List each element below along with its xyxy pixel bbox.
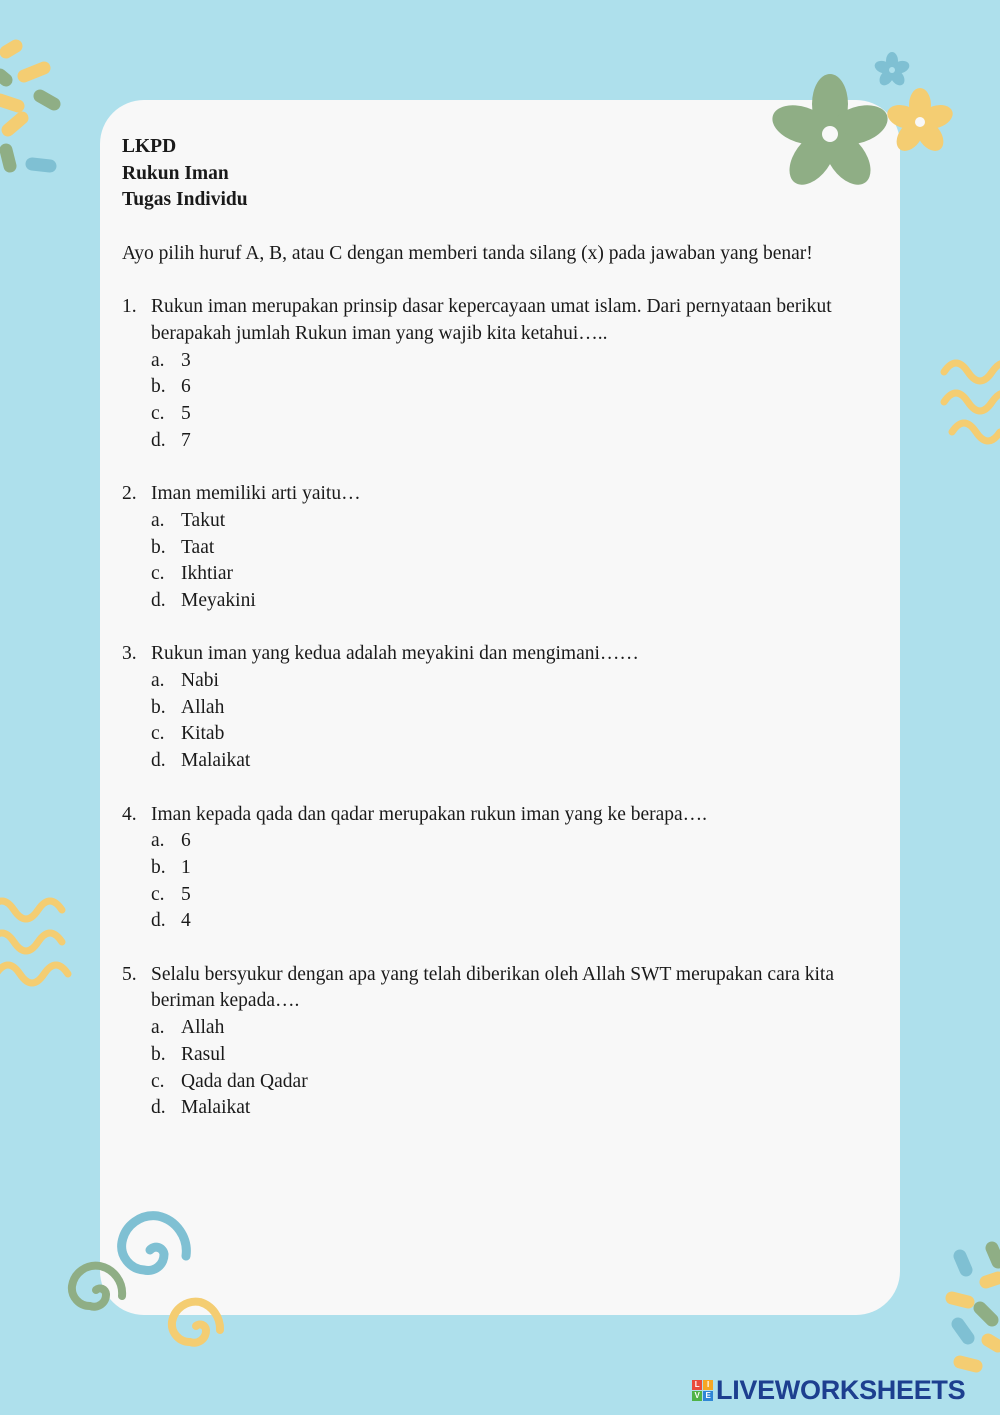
option-text: Allah (181, 696, 225, 718)
doc-topic: Rukun Iman (122, 162, 229, 184)
instruction: Ayo pilih huruf A, B, atau C dengan memberi tanda silang (x) pada jawaban yang benar! (122, 242, 813, 264)
option-c[interactable] (122, 721, 882, 748)
option-letter: d. (151, 750, 166, 772)
option-a[interactable] (122, 668, 882, 695)
option-letter: c. (151, 563, 165, 585)
option-letter: d. (151, 589, 166, 611)
option-b[interactable] (122, 855, 882, 882)
option-b[interactable] (122, 1042, 882, 1069)
option-letter: b. (151, 376, 166, 398)
option-c[interactable] (122, 561, 882, 588)
option-text: Allah (181, 1017, 225, 1039)
watermark-text: LIVEWORKSHEETS (716, 1374, 966, 1405)
option-b[interactable] (122, 695, 882, 722)
option-text: Meyakini (181, 589, 256, 611)
option-text: Takut (181, 509, 226, 531)
option-letter: d. (151, 910, 166, 932)
question-2 (122, 481, 882, 615)
option-text: 3 (181, 349, 191, 371)
option-a[interactable] (122, 828, 882, 855)
question-text: Selalu bersyukur dengan apa yang telah diberikan oleh Allah SWT merupakan cara kita beriman kepada…. (151, 963, 834, 1012)
option-letter: b. (151, 536, 166, 558)
option-text: 6 (181, 830, 191, 852)
option-text: Kitab (181, 723, 225, 745)
option-a[interactable] (122, 1015, 882, 1042)
option-d[interactable] (122, 1095, 882, 1122)
option-text: Taat (181, 536, 215, 558)
option-letter: a. (151, 1017, 165, 1039)
option-letter: a. (151, 670, 165, 691)
question-text: Iman kepada qada dan qadar merupakan rukun iman yang ke berapa…. (151, 803, 708, 825)
option-text: Nabi (181, 670, 219, 691)
option-text: 5 (181, 883, 191, 905)
option-c[interactable] (122, 1069, 882, 1096)
option-letter: b. (151, 856, 166, 878)
question-text: Iman memiliki arti yaitu… (151, 483, 361, 505)
option-text: 7 (181, 429, 191, 451)
question-number: 1. (122, 296, 137, 318)
option-letter: c. (151, 883, 165, 905)
option-a[interactable] (122, 348, 882, 375)
option-letter: c. (151, 1070, 165, 1092)
option-text: 6 (181, 376, 191, 398)
logo-letter: I (703, 1380, 713, 1390)
question-number: 5. (122, 963, 137, 985)
option-d[interactable] (122, 428, 882, 455)
worksheet-content (122, 134, 882, 1122)
option-letter: b. (151, 696, 166, 718)
option-letter: d. (151, 429, 166, 451)
option-text: Malaikat (181, 750, 251, 772)
option-text: Rasul (181, 1043, 226, 1065)
option-text: 4 (181, 910, 191, 932)
option-letter: b. (151, 1043, 166, 1065)
option-text: Qada dan Qadar (181, 1070, 308, 1092)
option-text: Ikhtiar (181, 563, 233, 585)
logo-letter: V (692, 1391, 702, 1401)
question-number: 4. (122, 803, 137, 825)
option-letter: c. (151, 723, 165, 745)
spiral-green-icon (72, 1266, 122, 1307)
question-3 (122, 641, 882, 775)
option-letter: c. (151, 403, 165, 424)
question-4 (122, 802, 882, 936)
option-b[interactable] (122, 535, 882, 562)
logo-letter: L (692, 1380, 702, 1390)
liveworksheets-watermark (692, 1372, 965, 1408)
option-d[interactable] (122, 748, 882, 775)
option-letter: a. (151, 349, 165, 371)
option-c[interactable] (122, 882, 882, 909)
spiral-yellow-icon (172, 1302, 220, 1343)
option-letter: d. (151, 1097, 166, 1119)
liveworksheets-logo-icon (692, 1380, 713, 1401)
question-1 (122, 294, 882, 454)
option-text: Malaikat (181, 1097, 251, 1119)
option-c[interactable] (122, 401, 882, 428)
option-text: 5 (181, 403, 191, 424)
option-text: 1 (181, 856, 191, 878)
question-number: 3. (122, 643, 137, 665)
question-number: 2. (122, 483, 137, 505)
option-b[interactable] (122, 374, 882, 401)
doc-code: LKPD (122, 136, 177, 157)
doc-task-type: Tugas Individu (122, 189, 248, 211)
option-a[interactable] (122, 508, 882, 535)
option-letter: a. (151, 830, 165, 852)
option-d[interactable] (122, 908, 882, 935)
spiral-blue-icon (122, 1216, 187, 1271)
question-text: Rukun iman merupakan prinsip dasar kepercayaan umat islam. Dari pernyataan berikut berapakah jumlah Rukun iman yang wajib kita ketahui….. (151, 296, 832, 344)
option-letter: a. (151, 509, 165, 531)
blue-flower-icon (873, 52, 911, 88)
logo-letter: E (703, 1391, 713, 1401)
question-5 (122, 962, 882, 1122)
yellow-flower-icon (884, 88, 955, 156)
option-d[interactable] (122, 588, 882, 615)
question-text: Rukun iman yang kedua adalah meyakini dan mengimani…… (151, 643, 639, 665)
